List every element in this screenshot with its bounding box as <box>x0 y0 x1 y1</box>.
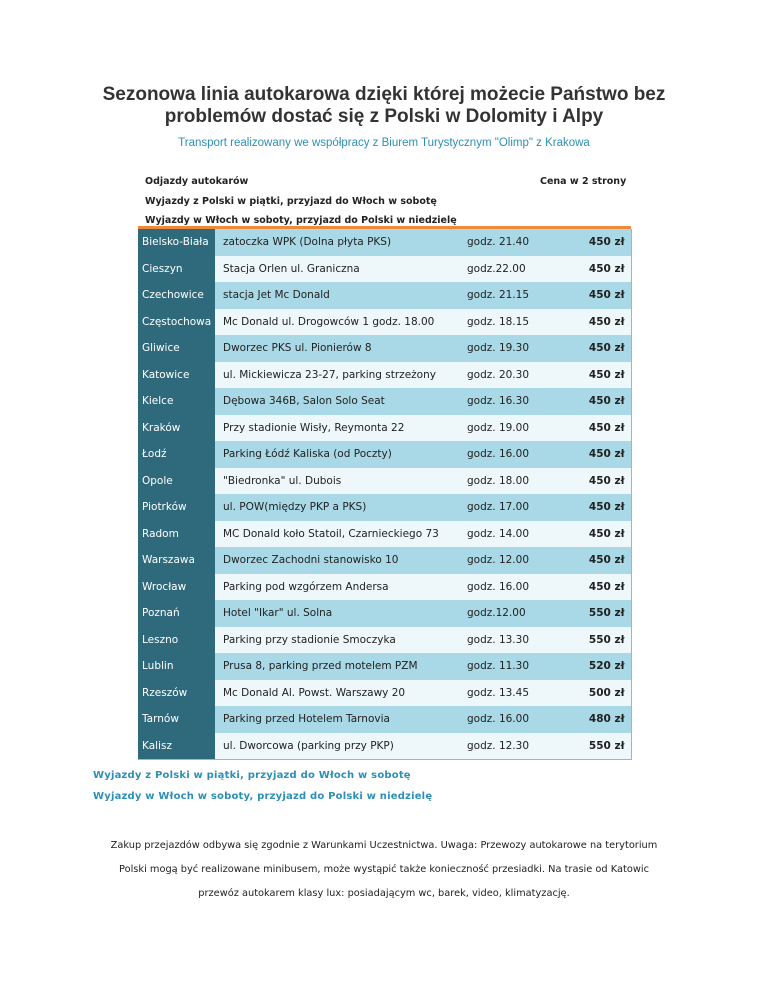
departure-time-cell: godz. 20.30 <box>459 362 554 389</box>
page-subtitle: Transport realizowany we współpracy z Biurem Turystycznym "Olimp" z Krakowa <box>178 137 590 149</box>
table-row <box>138 494 631 521</box>
city-cell: Kraków <box>138 415 215 442</box>
table-row <box>138 521 631 548</box>
price-cell: 450 zł <box>554 229 631 256</box>
departure-time-cell: godz. 19.00 <box>459 415 554 442</box>
departure-time-cell: godz. 16.00 <box>459 574 554 601</box>
schedule-table <box>138 229 632 760</box>
city-cell: Opole <box>138 468 215 495</box>
bottom-note-outbound: Wyjazdy z Polski w piątki, przyjazd do Włoch w sobotę <box>93 770 411 781</box>
price-cell: 450 zł <box>554 547 631 574</box>
pickup-place-cell: Dworzec Zachodni stanowisko 10 <box>215 547 459 574</box>
city-cell: Kalisz <box>138 733 215 760</box>
departure-time-cell: godz. 16.30 <box>459 388 554 415</box>
price-cell: 450 zł <box>554 574 631 601</box>
departure-time-cell: godz. 16.00 <box>459 706 554 733</box>
departure-time-cell: godz. 21.15 <box>459 282 554 309</box>
table-row <box>138 600 631 627</box>
schedule-note-return: Wyjazdy w Włoch w soboty, przyjazd do Polski w niedzielę <box>145 215 457 226</box>
pickup-place-cell: zatoczka WPK (Dolna płyta PKS) <box>215 229 459 256</box>
price-cell: 450 zł <box>554 415 631 442</box>
departure-time-cell: godz. 18.00 <box>459 468 554 495</box>
price-cell: 550 zł <box>554 627 631 654</box>
schedule-table-body <box>138 229 631 759</box>
departure-time-cell: godz. 19.30 <box>459 335 554 362</box>
city-cell: Tarnów <box>138 706 215 733</box>
city-cell: Radom <box>138 521 215 548</box>
city-cell: Cieszyn <box>138 256 215 283</box>
departure-time-cell: godz. 17.00 <box>459 494 554 521</box>
city-cell: Czechowice <box>138 282 215 309</box>
price-cell: 550 zł <box>554 600 631 627</box>
city-cell: Lublin <box>138 653 215 680</box>
city-cell: Warszawa <box>138 547 215 574</box>
departure-time-cell: godz. 13.30 <box>459 627 554 654</box>
price-cell: 480 zł <box>554 706 631 733</box>
table-row <box>138 256 631 283</box>
city-cell: Leszno <box>138 627 215 654</box>
price-heading: Cena w 2 strony <box>540 176 627 187</box>
table-row <box>138 680 631 707</box>
city-cell: Wrocław <box>138 574 215 601</box>
price-cell: 520 zł <box>554 653 631 680</box>
price-cell: 450 zł <box>554 282 631 309</box>
pickup-place-cell: Dworzec PKS ul. Pionierów 8 <box>215 335 459 362</box>
footer-line-3: przewóz autokarem klasy lux: posiadającym wc, barek, video, klimatyzację. <box>198 888 570 899</box>
table-row <box>138 282 631 309</box>
price-cell: 500 zł <box>554 680 631 707</box>
pickup-place-cell: Parking pod wzgórzem Andersa <box>215 574 459 601</box>
price-cell: 450 zł <box>554 335 631 362</box>
price-cell: 450 zł <box>554 362 631 389</box>
table-row <box>138 415 631 442</box>
price-cell: 550 zł <box>554 733 631 760</box>
table-row <box>138 653 631 680</box>
price-cell: 450 zł <box>554 256 631 283</box>
table-row <box>138 547 631 574</box>
pickup-place-cell: Parking przy stadionie Smoczyka <box>215 627 459 654</box>
city-cell: Katowice <box>138 362 215 389</box>
footer-line-1: Zakup przejazdów odbywa się zgodnie z Warunkami Uczestnictwa. Uwaga: Przewozy autokarowe na terytorium <box>110 840 658 851</box>
city-cell: Gliwice <box>138 335 215 362</box>
pickup-place-cell: "Biedronka" ul. Dubois <box>215 468 459 495</box>
departure-time-cell: godz. 18.15 <box>459 309 554 336</box>
price-cell: 450 zł <box>554 468 631 495</box>
pickup-place-cell: Parking Łódź Kaliska (od Poczty) <box>215 441 459 468</box>
pickup-place-cell: ul. POW(między PKP a PKS) <box>215 494 459 521</box>
pickup-place-cell: Mc Donald ul. Drogowców 1 godz. 18.00 <box>215 309 459 336</box>
footer-text <box>84 834 684 906</box>
table-row <box>138 468 631 495</box>
city-cell: Kielce <box>138 388 215 415</box>
city-cell: Bielsko-Biała <box>138 229 215 256</box>
table-row <box>138 229 631 256</box>
footer-line-2: Polski mogą być realizowane minibusem, może wystąpić także konieczność przesiadki. Na trasie od Katowic <box>119 864 649 875</box>
table-row <box>138 309 631 336</box>
pickup-place-cell: ul. Dworcowa (parking przy PKP) <box>215 733 459 760</box>
departure-time-cell: godz. 16.00 <box>459 441 554 468</box>
departure-time-cell: godz.22.00 <box>459 256 554 283</box>
departure-time-cell: godz. 21.40 <box>459 229 554 256</box>
schedule-note-outbound: Wyjazdy z Polski w piątki, przyjazd do Włoch w sobotę <box>145 196 437 207</box>
table-row <box>138 574 631 601</box>
table-row <box>138 335 631 362</box>
city-cell: Poznań <box>138 600 215 627</box>
departure-time-cell: godz. 14.00 <box>459 521 554 548</box>
table-row <box>138 627 631 654</box>
pickup-place-cell: MC Donald koło Statoil, Czarnieckiego 73 <box>215 521 459 548</box>
pickup-place-cell: Dębowa 346B, Salon Solo Seat <box>215 388 459 415</box>
table-row <box>138 388 631 415</box>
page-title: Sezonowa linia autokarowa dzięki której możecie Państwo bez problemów dostać się z Polski w Dolomity i Alpy <box>102 84 666 127</box>
pickup-place-cell: ul. Mickiewicza 23-27, parking strzeżony <box>215 362 459 389</box>
pickup-place-cell: Prusa 8, parking przed motelem PZM <box>215 653 459 680</box>
price-cell: 450 zł <box>554 388 631 415</box>
departure-time-cell: godz. 12.30 <box>459 733 554 760</box>
departures-heading: Odjazdy autokarów <box>145 176 249 187</box>
price-cell: 450 zł <box>554 521 631 548</box>
bottom-note-return: Wyjazdy w Włoch w soboty, przyjazd do Polski w niedzielę <box>93 791 433 802</box>
departure-time-cell: godz. 12.00 <box>459 547 554 574</box>
pickup-place-cell: stacja Jet Mc Donald <box>215 282 459 309</box>
departure-time-cell: godz.12.00 <box>459 600 554 627</box>
pickup-place-cell: Stacja Orlen ul. Graniczna <box>215 256 459 283</box>
pickup-place-cell: Przy stadionie Wisły, Reymonta 22 <box>215 415 459 442</box>
pickup-place-cell: Mc Donald Al. Powst. Warszawy 20 <box>215 680 459 707</box>
city-cell: Piotrków <box>138 494 215 521</box>
pickup-place-cell: Hotel "Ikar" ul. Solna <box>215 600 459 627</box>
table-row <box>138 441 631 468</box>
pickup-place-cell: Parking przed Hotelem Tarnovia <box>215 706 459 733</box>
city-cell: Rzeszów <box>138 680 215 707</box>
price-cell: 450 zł <box>554 494 631 521</box>
price-cell: 450 zł <box>554 441 631 468</box>
departure-time-cell: godz. 13.45 <box>459 680 554 707</box>
table-row <box>138 362 631 389</box>
city-cell: Częstochowa <box>138 309 215 336</box>
departure-time-cell: godz. 11.30 <box>459 653 554 680</box>
table-row <box>138 706 631 733</box>
price-cell: 450 zł <box>554 309 631 336</box>
city-cell: Łodź <box>138 441 215 468</box>
table-row <box>138 733 631 760</box>
